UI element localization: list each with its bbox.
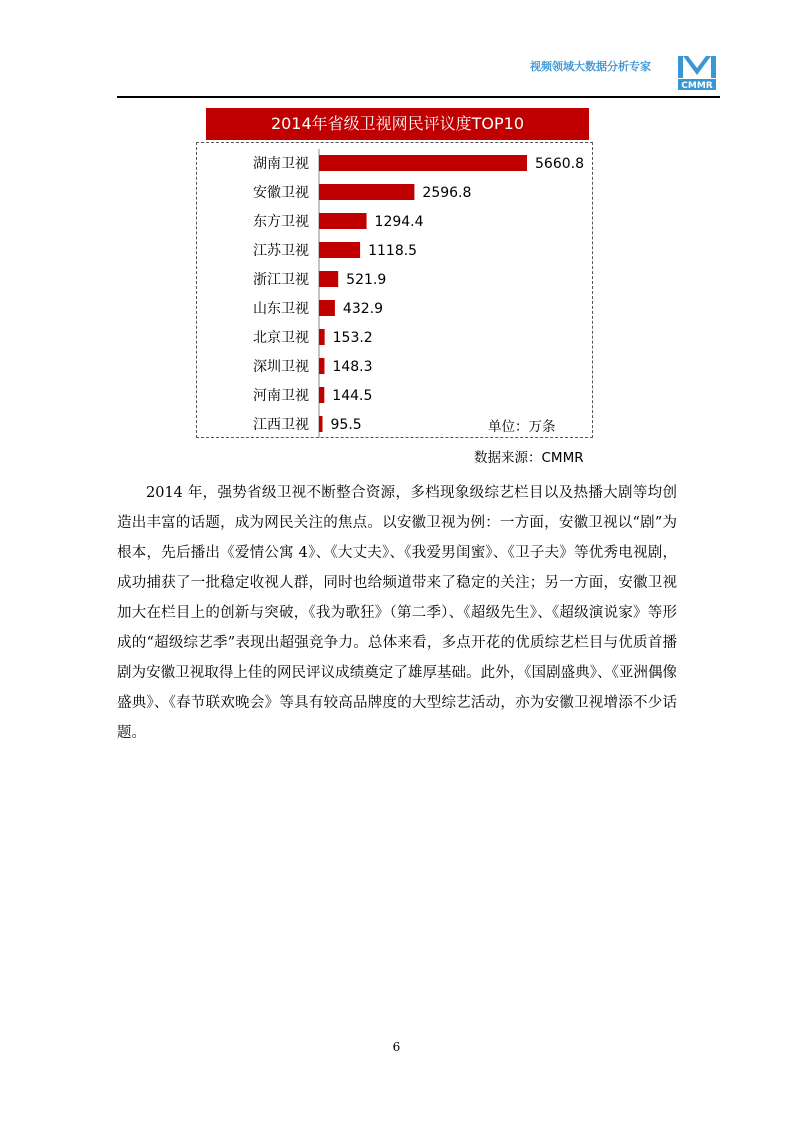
page-number: 6 bbox=[392, 1040, 401, 1054]
chart-title: 2014年省级卫视网民评议度TOP10 bbox=[206, 108, 589, 140]
bar bbox=[319, 213, 367, 229]
category-label: 江苏卫视 bbox=[253, 243, 309, 259]
body-paragraph: 2014 年，强势省级卫视不断整合资源，多档现象级综艺栏目以及热播大剧等均创造出丰富的话题，成为网民关注的焦点。以安徽卫视为例：一方面，安徽卫视以“剧”为根本，先后播出《爱情公寓 4》、《大丈夫》、《我爱男闺蜜》、《卫子夫》等优秀电视剧，成功捕获了一批稳定收视人群，同时也给频道带来了稳定的关注；另一方面，安徽卫视加大在栏目上的创新与突破，《我为歌狂》（第二季）、《超级先生》、《超级演说家》等形成的“超级综艺季”表现出超强竞争力。总体来看，多点开花的优质综艺栏目与优质首播剧为安徽卫视取得上佳的网民评议成绩奠定了雄厚基础。此外，《国剧盛典》、《亚洲偶像盛典》、《春节联欢晚会》等具有较高品牌度的大型综艺活动，亦为安徽卫视增添不少话题。 bbox=[117, 485, 677, 741]
bar bbox=[319, 387, 324, 403]
data-label: 148.3 bbox=[332, 359, 373, 375]
chart-frame bbox=[196, 142, 593, 438]
header-tagline: 视频领域大数据分析专家 bbox=[530, 60, 651, 73]
category-label: 东方卫视 bbox=[253, 214, 309, 230]
bar bbox=[319, 329, 325, 345]
category-label: 深圳卫视 bbox=[253, 359, 309, 375]
bar bbox=[319, 155, 527, 171]
category-label: 北京卫视 bbox=[253, 330, 309, 346]
data-label: 144.5 bbox=[332, 388, 373, 404]
bar bbox=[319, 242, 360, 258]
category-label: 河南卫视 bbox=[253, 388, 309, 404]
bar bbox=[319, 416, 323, 432]
bar bbox=[319, 358, 324, 374]
data-label: 1294.4 bbox=[374, 214, 424, 230]
data-label: 432.9 bbox=[342, 301, 384, 317]
bar bbox=[319, 184, 414, 200]
data-label: 2596.8 bbox=[422, 185, 472, 201]
bar bbox=[319, 300, 335, 316]
data-label: 153.2 bbox=[332, 330, 373, 346]
data-label: 521.9 bbox=[346, 272, 387, 288]
unit-label: 单位：万条 bbox=[488, 419, 556, 435]
cmmr-logo bbox=[676, 54, 718, 92]
bar bbox=[319, 271, 338, 287]
header-rule bbox=[117, 96, 720, 98]
data-label: 1118.5 bbox=[368, 243, 418, 259]
logo-text: CMMR bbox=[681, 81, 713, 91]
category-label: 江西卫视 bbox=[253, 417, 309, 433]
category-label: 浙江卫视 bbox=[253, 272, 309, 288]
data-label: 95.5 bbox=[330, 417, 362, 433]
source-label: 数据来源：CMMR bbox=[474, 450, 584, 466]
category-label: 山东卫视 bbox=[253, 301, 309, 317]
data-label: 5660.8 bbox=[535, 156, 584, 172]
bar-chart bbox=[197, 143, 594, 439]
category-label: 湖南卫视 bbox=[253, 156, 309, 172]
category-label: 安徽卫视 bbox=[253, 185, 309, 201]
